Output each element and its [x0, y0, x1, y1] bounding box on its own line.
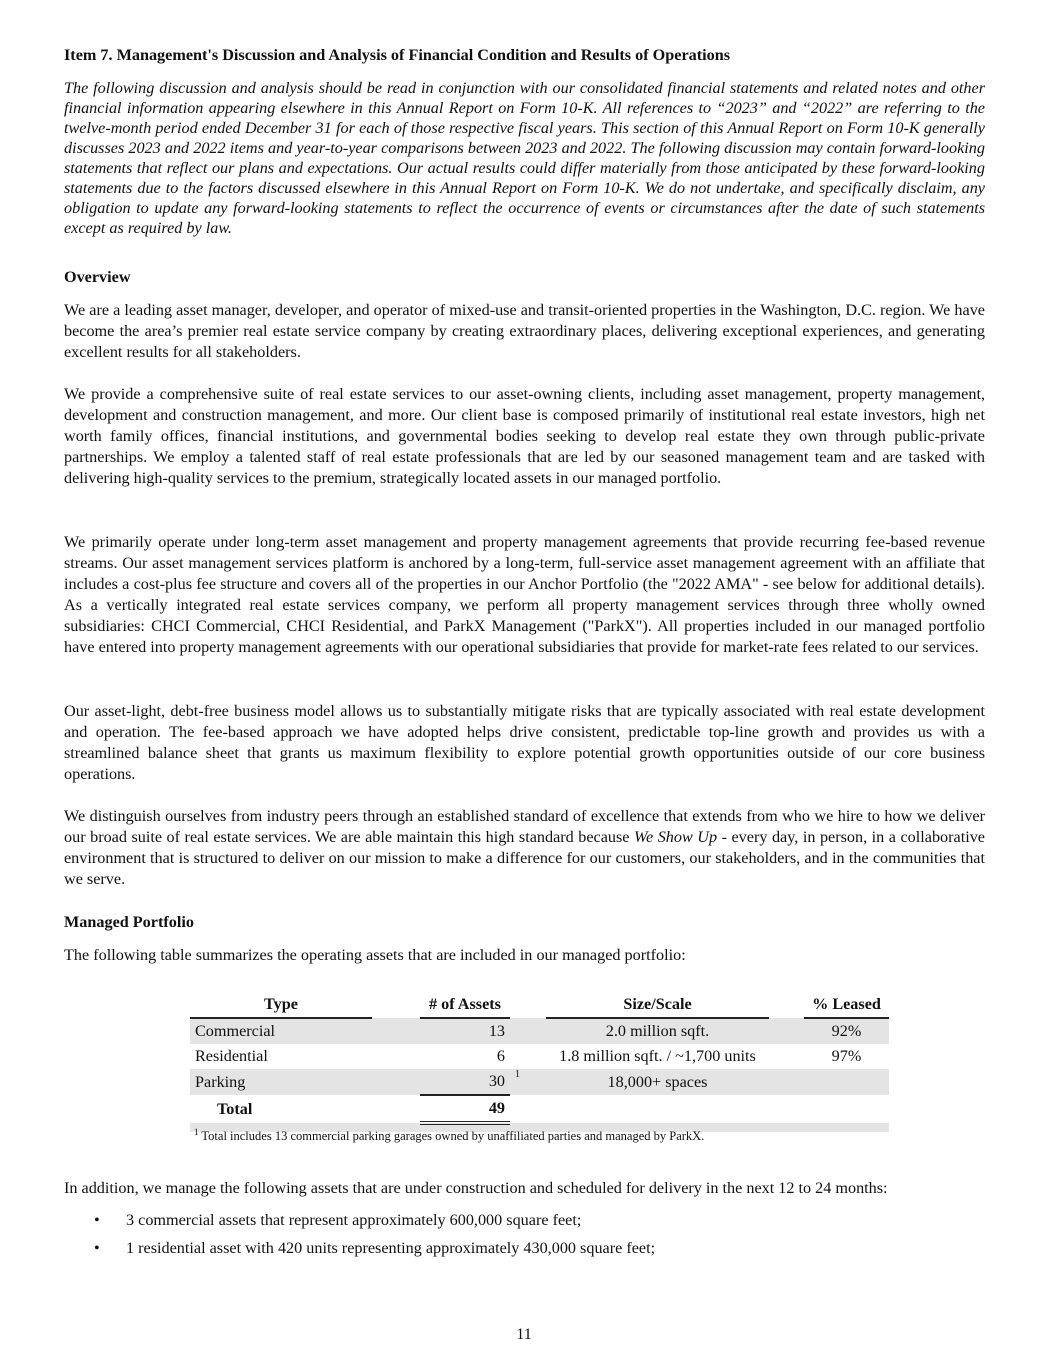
emphasis-text: We Show Up [634, 828, 718, 846]
header-leased: % Leased [804, 992, 889, 1018]
overview-paragraph-2: We provide a comprehensive suite of real estate services to our asset-owning clients, including asset management, property management, development and construction management, and more. Our client base is composed primarily of institutional real estate investors, high net worth family offices, financial institutions, and governmental bodies seeking to develop real estate they own through public-private partnerships. We employ a talented staff of real estate professionals that are led by our seasoned management team and are tasked with delivering high-quality services to the premium, strategically located assets in our managed portfolio. [64, 385, 985, 487]
footnote-mark: 1 [194, 1127, 199, 1137]
total-row [190, 1095, 889, 1123]
list-item [94, 1210, 581, 1231]
bullet-icon: • [94, 1239, 100, 1257]
table-row [190, 1018, 889, 1044]
intro-paragraph: The following discussion and analysis should be read in conjunction with our consolidated financial statements and related notes and other financial information appearing elsewhere in this Annual Report on Form 10-K. All references to “2023” and “2022” are referring to the twelve-month period ended December 31 for each of those respective fiscal years. This section of this Annual Report on Form 10-K generally discusses 2023 and 2022 items and year-to-year comparisons between 2023 and 2022. The following discussion may contain forward-looking statements that reflect our plans and expectations. Our actual results could differ materially from those anticipated by these forward-looking statements due to the factors discussed elsewhere in this Annual Report on Form 10-K. We do not undertake, and specifically disclaim, any obligation to update any forward-looking statements to reflect the occurrence of events or circumstances after the date of such statements except as required by law. [64, 79, 985, 237]
table-footnote [194, 1127, 704, 1144]
table-row [190, 1069, 889, 1095]
cell-assets: 13 [420, 1018, 510, 1044]
overview-heading: Overview [64, 268, 131, 286]
cell-size: 2.0 million sqft. [546, 1018, 769, 1044]
list-item-text: 3 commercial assets that represent approximately 600,000 square feet; [126, 1211, 582, 1229]
cell-size: 1.8 million sqft. / ~1,700 units [559, 1047, 756, 1065]
portfolio-intro: The following table summarizes the operating assets that are included in our managed portfolio: [64, 946, 686, 964]
footnote-text: Total includes 13 commercial parking garages owned by unaffiliated parties and managed by ParkX. [201, 1129, 705, 1144]
construction-intro: In addition, we manage the following assets that are under construction and scheduled for delivery in the next 12 to 24 months: [64, 1179, 888, 1197]
cell-assets: 6 [496, 1047, 505, 1065]
list-item-text: 1 residential asset with 420 units representing approximately 430,000 square feet; [126, 1239, 656, 1257]
text-segment: - every day, in person, in a collaborative environment that is structured to deliver on our mission to make a difference for our customers, our stakeholders, and in the communities that we serve. [64, 828, 985, 888]
total-value: 49 [420, 1095, 510, 1123]
cell-type: Parking [190, 1069, 372, 1095]
overview-paragraph-3: We primarily operate under long-term asset management and property management agreements that provide recurring fee-based revenue streams. Our asset management services platform is anchored by a long-term, full-service asset management agreement with an affiliate that includes a cost-plus fee structure and covers all of the properties in our Anchor Portfolio (the "2022 AMA" - see below for additional details). As a vertically integrated real estate services company, we perform all property management services through three wholly owned subsidiaries: CHCI Commercial, CHCI Residential, and ParkX Management ("ParkX"). All properties included in our managed portfolio have entered into property management agreements with our operational subsidiaries that provide for market-rate fees related to our services. [64, 533, 985, 656]
header-type: Type [190, 992, 372, 1018]
table-header [190, 992, 889, 1018]
bullet-icon: • [94, 1211, 100, 1229]
cell-leased [804, 1069, 889, 1095]
footnote-marker: 1 [510, 1069, 546, 1095]
header-assets: # of Assets [420, 992, 510, 1018]
cell-type: Residential [195, 1047, 268, 1065]
cell-size: 18,000+ spaces [546, 1069, 769, 1095]
section-heading: Item 7. Management's Discussion and Analysis of Financial Condition and Results of Operations [64, 46, 731, 64]
cell-assets: 30 [420, 1069, 510, 1095]
cell-leased: 97% [831, 1047, 862, 1065]
overview-paragraph-1: We are a leading asset manager, developer, and operator of mixed-use and transit-oriented properties in the Washington, D.C. region. We have become the area’s premier real estate service company by creating extraordinary places, delivering exceptional experiences, and generating excellent results for all stakeholders. [64, 301, 985, 361]
table-row [190, 1044, 889, 1069]
header-size: Size/Scale [546, 992, 769, 1018]
cell-type: Commercial [190, 1018, 372, 1044]
overview-paragraph-5 [64, 806, 985, 890]
total-label: Total [217, 1099, 253, 1118]
portfolio-table [190, 992, 889, 1132]
list-item [94, 1238, 655, 1259]
cell-leased: 92% [804, 1018, 889, 1044]
overview-paragraph-4: Our asset-light, debt-free business model allows us to substantially mitigate risks that are typically associated with real estate development and operation. The fee-based approach we have adopted helps drive consistent, predictable top-line growth and provides us with a streamlined balance sheet that grants us maximum flexibility to explore potential growth opportunities outside of our core business operations. [64, 702, 985, 783]
page-number: 11 [516, 1325, 532, 1343]
text-segment: We distinguish ourselves from industry peers through an established standard of excellence that extends from who we hire to how we deliver our broad suite of real estate services. We are able maintain this high standard because [64, 807, 985, 846]
portfolio-heading: Managed Portfolio [64, 913, 194, 931]
